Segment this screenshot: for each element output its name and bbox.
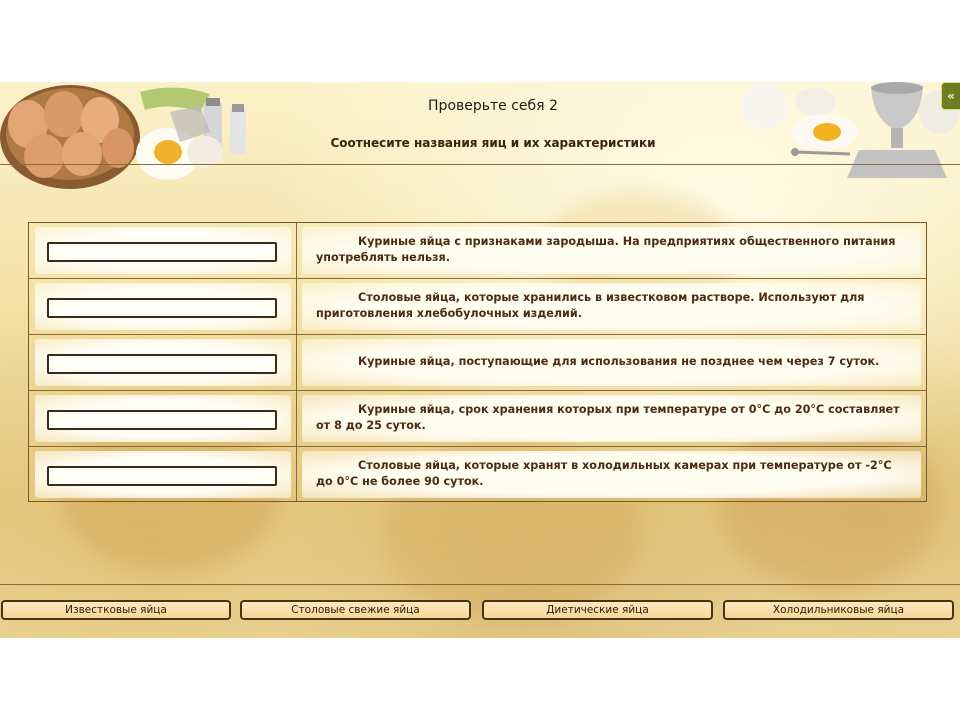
egg-description: Куриные яйца, срок хранения которых при температуре от 0°С до 20°С составляет от 8 до 25 суток.	[316, 403, 900, 432]
option-button-izvestkovye[interactable]: Известковые яйца	[1, 600, 231, 620]
task-instruction: Соотнесите названия яиц и их характеристики	[330, 136, 656, 150]
description-cell	[302, 451, 921, 498]
table-row	[29, 279, 926, 334]
answer-input-3[interactable]	[47, 354, 277, 374]
option-button-dieticheskie[interactable]: Диетические яйца	[482, 600, 713, 620]
option-button-stolovye-svezhie[interactable]: Столовые свежие яйца	[240, 600, 471, 620]
back-chevron-icon: «	[947, 89, 955, 103]
egg-description: Столовые яйца, которые хранились в известковом растворе. Используют для приготовления хлебобулочных изделий.	[316, 291, 865, 320]
back-button[interactable]	[941, 82, 960, 110]
egg-description: Куриные яйца, поступающие для использования не позднее чем через 7 суток.	[358, 355, 880, 368]
description-cell	[302, 395, 921, 442]
egg-description: Столовые яйца, которые хранят в холодильных камерах при температуре от -2°С до 0°С не более 90 суток.	[316, 459, 892, 488]
answer-input-4[interactable]	[47, 410, 277, 430]
table-row	[29, 391, 926, 446]
answer-input-1[interactable]	[47, 242, 277, 262]
answer-cell	[35, 339, 291, 386]
answer-input-5[interactable]	[47, 466, 277, 486]
description-cell	[302, 339, 921, 386]
answer-cell	[35, 395, 291, 442]
answer-cell	[35, 451, 291, 498]
answer-input-2[interactable]	[47, 298, 277, 318]
description-cell	[302, 283, 921, 330]
header-divider	[0, 164, 960, 165]
matching-table	[28, 222, 927, 502]
table-row	[29, 335, 926, 390]
table-row	[29, 447, 926, 502]
egg-description: Куриные яйца с признаками зародыша. На предприятиях общественного питания употреблять нельзя.	[316, 235, 896, 264]
page-title: Проверьте себя 2	[428, 98, 558, 114]
exercise-stage	[0, 82, 960, 638]
table-row	[29, 223, 926, 278]
option-button-kholodilnikovye[interactable]: Холодильниковые яйца	[723, 600, 954, 620]
answer-cell	[35, 227, 291, 274]
answer-cell	[35, 283, 291, 330]
footer-divider	[0, 584, 960, 585]
description-cell	[302, 227, 921, 274]
